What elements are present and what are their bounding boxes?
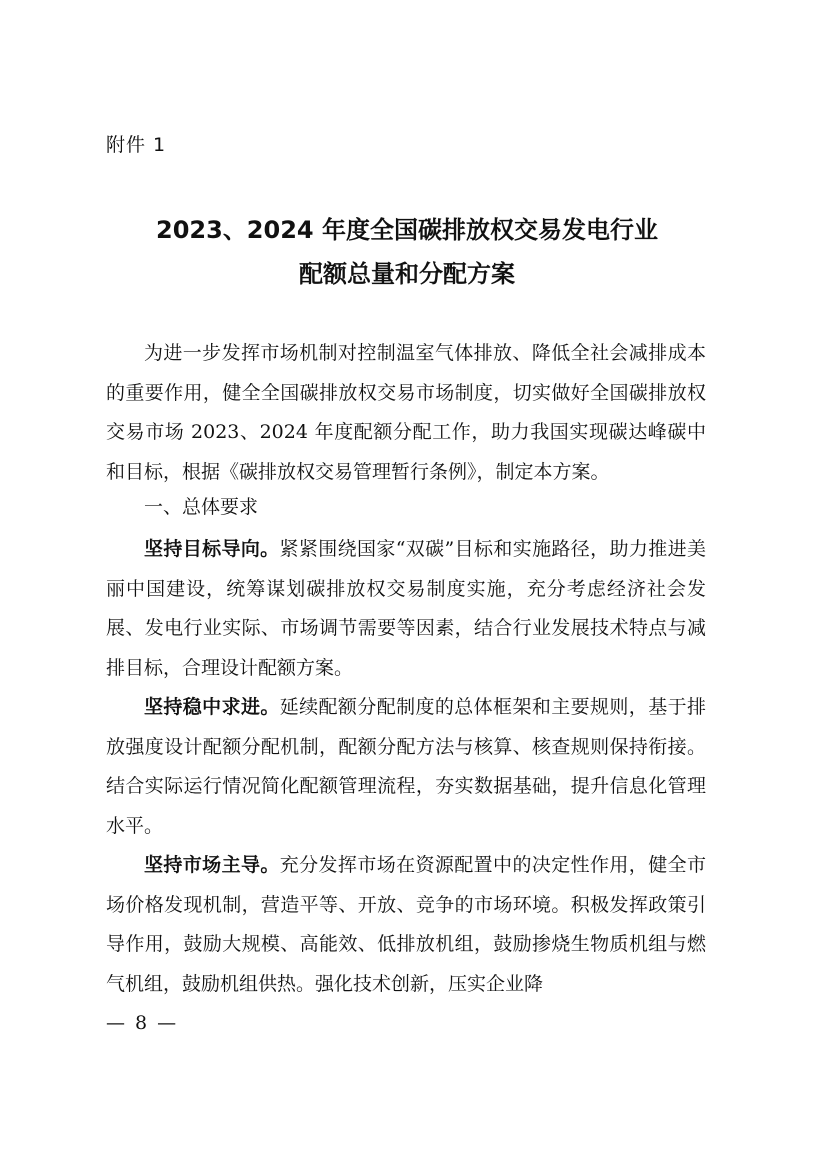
document-title-line2: 配额总量和分配方案: [299, 260, 515, 288]
attachment-label: 附件 1: [106, 134, 167, 156]
principle-text: 延续配额分配制度的总体框架和主要规则，基于排放强度设计配额分配机制，配额分配方法与核算、核查规则保持衔接。结合实际运行情况简化配额管理流程，夯实数据基础，提升信息化管理水平。: [106, 696, 706, 837]
section-heading: 一、总体要求: [144, 496, 259, 518]
principle-lead: 坚持目标导向。: [144, 538, 280, 560]
principle-paragraph: [106, 530, 706, 688]
intro-paragraph: 为进一步发挥市场机制对控制温室气体排放、降低全社会减排成本的重要作用，健全全国碳排放权交易市场制度，切实做好全国碳排放权交易市场 2023、2024 年度配额分配工作，助力我国实现碳达峰碳中和目标，根据《碳排放权交易管理暂行条例》，制定本方案。: [106, 342, 706, 483]
principle-text: 紧紧围绕国家“双碳”目标和实施路径，助力推进美丽中国建设，统筹谋划碳排放权交易制度实施，充分考虑经济社会发展、发电行业实际、市场调节需要等因素，结合行业发展技术特点与减排目标，合理设计配额方案。: [106, 538, 706, 679]
principle-lead: 坚持稳中求进。: [144, 696, 280, 718]
page-number: — 8 —: [106, 1012, 179, 1034]
principle-text: 充分发挥市场在资源配置中的决定性作用，健全市场价格发现机制，营造平等、开放、竞争的市场环境。积极发挥政策引导作用，鼓励大规模、高能效、低排放机组，鼓励掺烧生物质机组与燃气机组，鼓励机组供热。强化技术创新，压实企业降: [106, 854, 706, 995]
document-title-line1: 2023、2024 年度全国碳排放权交易发电行业: [156, 216, 658, 244]
principle-paragraph: [106, 846, 706, 1004]
principle-lead: 坚持市场主导。: [144, 854, 280, 876]
principle-paragraph: [106, 688, 706, 846]
